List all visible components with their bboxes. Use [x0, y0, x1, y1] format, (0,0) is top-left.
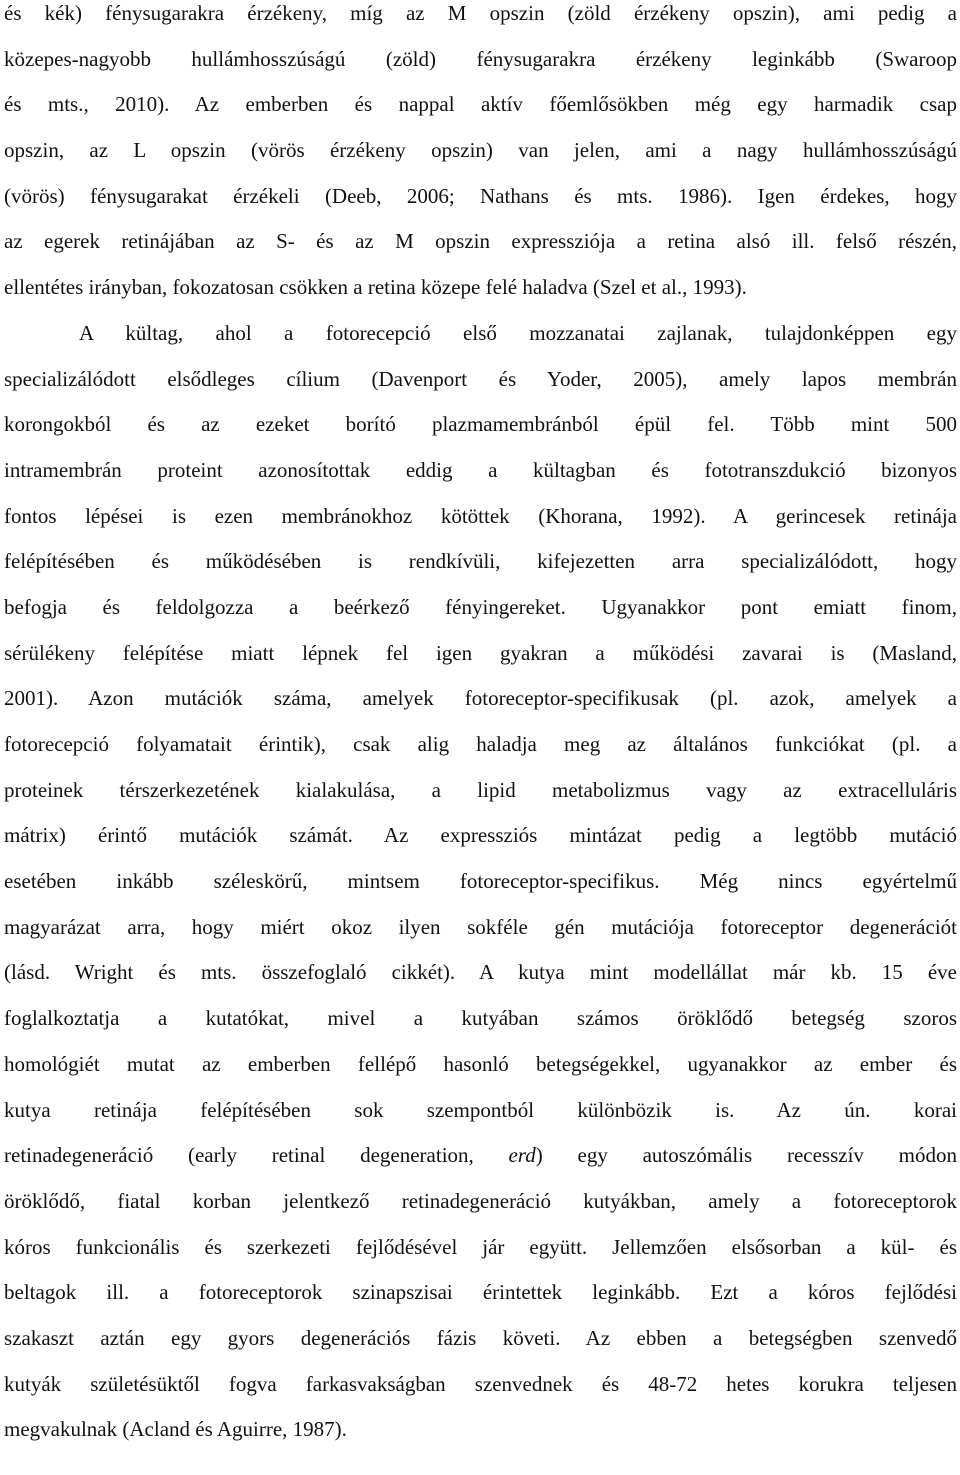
text-line: fotorecepció folyamatait érintik), csak alig haladja meg az általános funkciókat (pl. a — [4, 732, 957, 756]
text-line: beltagok ill. a fotoreceptorok szinapszisai érintettek leginkább. Ezt a kóros fejlődési — [4, 1280, 957, 1305]
text-line: proteinek térszerkezetének kialakulása, a lipid metabolizmus vagy az extracelluláris — [4, 777, 957, 802]
text-line: mátrix) érintő mutációk számát. Az expressziós mintázat pedig a legtöbb mutáció — [4, 823, 957, 848]
text-line: 2001). Azon mutációk száma, amelyek fotoreceptor-specifikusak (pl. azok, amelyek a — [4, 686, 957, 711]
text-line: sérülékeny felépítése miatt lépnek fel igen gyakran a működési zavarai is (Masland, — [4, 640, 957, 665]
text-line: ellentétes irányban, fokozatosan csökken a retina közepe felé haladva (Szel et al., 1993). — [4, 275, 747, 300]
text-line: befogja és feldolgozza a beérkező fényingereket. Ugyanakkor pont emiatt finom, — [4, 594, 957, 619]
text-line: szakaszt aztán egy gyors degenerációs fázis követi. Az ebben a betegségben szenvedő — [4, 1325, 957, 1350]
text-line: opszin, az L opszin (vörös érzékeny opszin) van jelen, ami a nagy hullámhosszúságú — [4, 138, 957, 163]
text-line: kutya retinája felépítésében sok szempontból különbözik is. Az ún. korai — [4, 1097, 957, 1122]
text-line: megvakulnak (Acland és Aguirre, 1987). — [4, 1417, 347, 1442]
text-line: (lásd. Wright és mts. összefoglaló cikkét). A kutya mint modellállat már kb. 15 éve — [4, 960, 957, 985]
document-page — [4, 0, 957, 1475]
text-line: kóros funkcionális és szerkezeti fejlődésével jár együtt. Jellemzően elsősorban a kül- és — [4, 1234, 957, 1259]
text-line: közepes-nagyobb hullámhosszúságú (zöld) fénysugarakra érzékeny leginkább (Swaroop — [4, 46, 957, 71]
text-line: intramembrán proteint azonosítottak eddig a kültagban és fototranszdukció bizonyos — [4, 457, 957, 482]
text-line: (vörös) fénysugarakat érzékeli (Deeb, 2006; Nathans és mts. 1986). Igen érdekes, hogy — [4, 183, 957, 208]
text-line: homológiét mutat az emberben fellépő hasonló betegségekkel, ugyanakkor az ember és — [4, 1051, 957, 1076]
paragraph-opsin — [4, 0, 957, 311]
text-line: specializálódott elsődleges cílium (Davenport és Yoder, 2005), amely lapos membrán — [4, 366, 957, 391]
text-line: foglalkoztatja a kutatókat, mivel a kutyában számos öröklődő betegség szoros — [4, 1006, 957, 1031]
text-line: korongokból és az ezeket borító plazmamembránból épül fel. Több mint 500 — [4, 412, 957, 437]
text-line: az egerek retinájában az S- és az M opszin expressziója a retina alsó ill. felső részén, — [4, 229, 957, 254]
text-line: öröklődő, fiatal korban jelentkező retinadegeneráció kutyákban, amely a fotoreceptorok — [4, 1188, 957, 1213]
text-line: és mts., 2010). Az emberben és nappal aktív főemlősökben még egy harmadik csap — [4, 92, 957, 117]
text-line — [4, 1133, 957, 1179]
text-line: és kék) fénysugarakra érzékeny, míg az M opszin (zöld érzékeny opszin), ami pedig a — [4, 1, 957, 25]
paragraph-outer-segment — [4, 311, 957, 1453]
text-segment: retinadegeneráció (early retinal degeneration, — [4, 1143, 509, 1168]
erd-term: erd — [508, 1143, 536, 1168]
text-line: esetében inkább széleskörű, mintsem fotoreceptor-specifikus. Még nincs egyértelmű — [4, 869, 957, 894]
text-line: fontos lépései is ezen membránokhoz kötöttek (Khorana, 1992). A gerincesek retinája — [4, 503, 957, 528]
text-line: kutyák születésüktől fogva farkasvakságban szenvednek és 48-72 hetes korukra teljesen — [4, 1371, 957, 1396]
text-line: magyarázat arra, hogy miért okoz ilyen sokféle gén mutációja fotoreceptor degenerációt — [4, 914, 957, 939]
text-line: A kültag, ahol a fotorecepció első mozzanatai zajlanak, tulajdonképpen egy — [79, 320, 957, 345]
text-segment: ) egy autoszómális recesszív módon — [535, 1143, 957, 1168]
text-line: felépítésében és működésében is rendkívüli, kifejezetten arra specializálódott, hogy — [4, 549, 957, 574]
